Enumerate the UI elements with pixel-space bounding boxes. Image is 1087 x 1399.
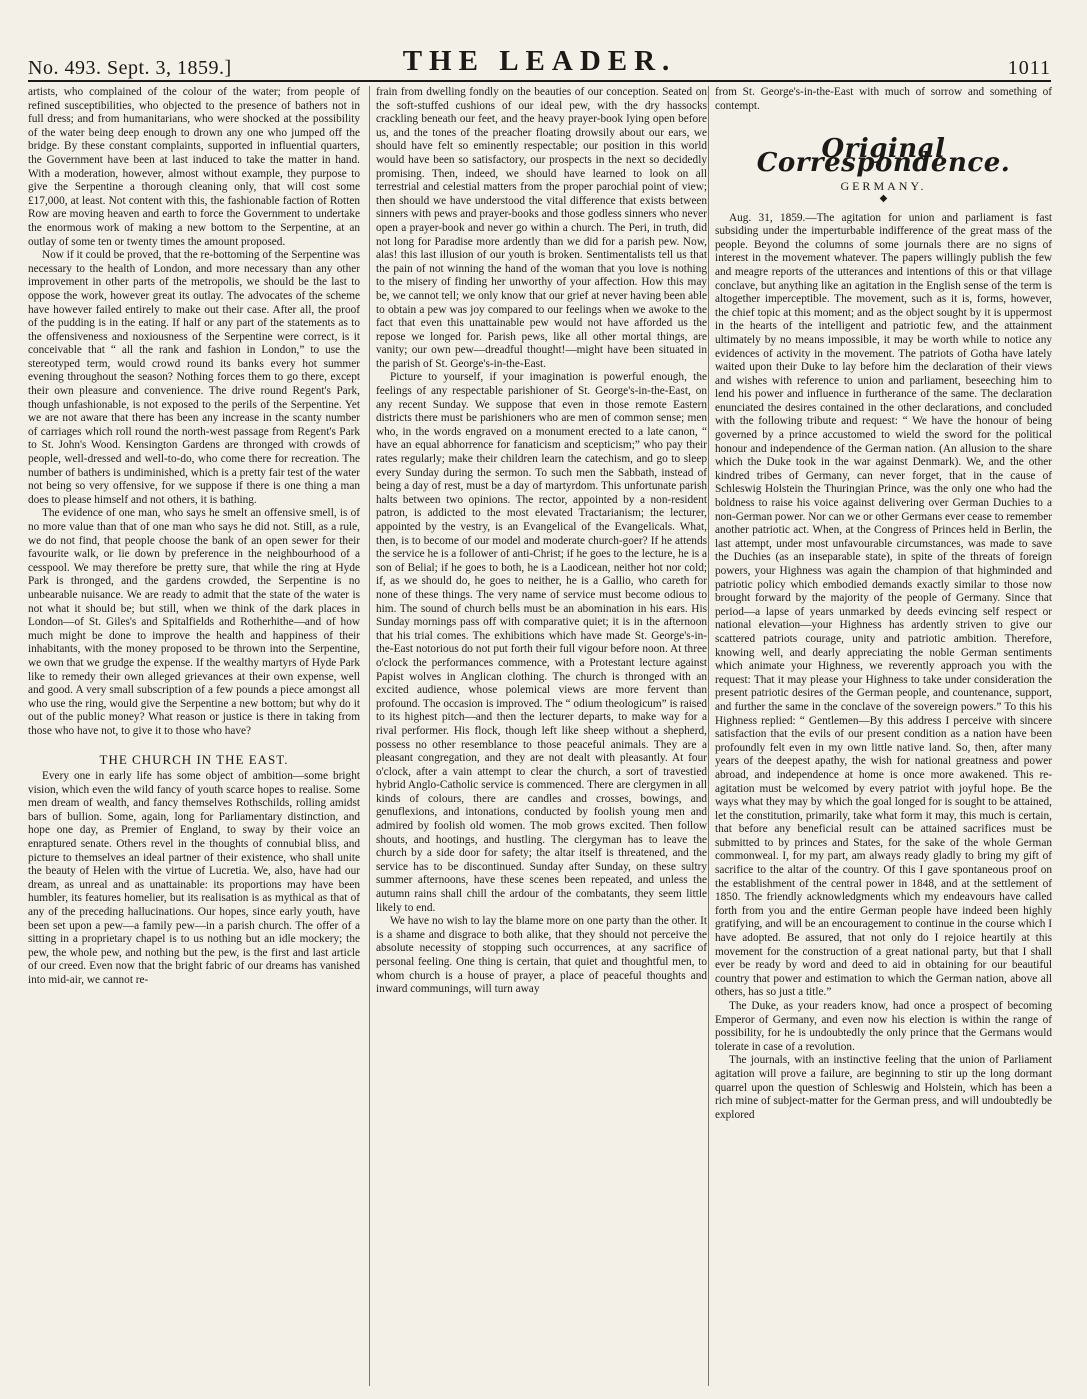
section-title: Original Correspondence. bbox=[756, 134, 1011, 178]
masthead bbox=[28, 46, 1051, 82]
paragraph: from St. George's-in-the-East with much of sorrow and something of contempt. bbox=[715, 86, 1052, 112]
paragraph: Picture to yourself, if your imagination is powerful enough, the feelings of any respectable parishioner of St. George's-in-the-East, on any recent Sunday. We suppose that even in those remote Eastern districts there must be parishioners who are men of common sense; men who, in the words engraved on a monument erected to a late canon, “ have an equal abhorrence for fanaticism and scepticism;” who pay their rates regularly; make their children learn the catechism, and go to sleep every Sunday during the sermon. To such men the Sabbath, instead of being a day of rest, must be a day of martyrdom. This unfortunate parish halts between two opinions. The rector, appointed by a non-resident patron, is addicted to the most elevated Tractarianism; the lecturer, appointed by the vestry, is an Evangelical of the Evangelicals. What, then, is to become of our model and moderate church-goer? If he attends the service he is a follower of anti-Christ; if he goes to the lecture, he is a son of Belial; if he goes to both, he is a Laodicean, neither hot nor cold; if, as we should do, he goes to neither, he is a Gallio, who careth for none of these things. The very name of service must become odious to him. The sound of church bells must be an abomination in his ears. His Sunday mornings pass off with comparative quiet; it is in the afternoon that his trial comes. The exhibitions which have made St. George's-in-the-East notorious do not put forth their full vigour before noon. At three o'clock the performances commence, with a Protestant lecture against Papist wolves in Anglican clothing. The church is thronged with an excited audience, whose polemical views are more fervent than profound. The occasion is improved. The “ odium theologicum” is raised to its highest pitch—and then the lecturer departs, to make way for a rival performer. His flock, though left like sheep without a shepherd, possess no other resemblance to those peaceful animals. They are a pleasant congregation, and they are not dealt with pleasantly. At four o'clock, after a vain attempt to clear the church, a sort of travestied hybrid Anglo-Catholic service is commenced. There are clergymen in all kinds of colours, there are candles and crosses, bowings, and genuflexions, and intonations, conducted by foolish young men and admired by foolish old women. The mob grows excited. Then follow shouts, and hootings, and hustling. The clergyman has to leave the church by a side door for safety; the altar itself is threatened, and the service has to be discontinued. Sunday after Sunday, on these sultry summer afternoons, have these scenes been repeated, and unless the autumn rains shall chill the ardour of the combatants, they seem little likely to end. bbox=[376, 371, 707, 914]
paragraph: Now if it could be proved, that the re-bottoming of the Serpentine was necessary to the health of London, and more necessary than any other improvement in other parts of the metropolis, we should be the last to oppose the work, however great its outlay. The advocates of the scheme have however failed entirely to make out their case. After all, the proof of the pudding is in the eating. If half or any part of the statements as to the offensiveness and noxiousness of the Serpentine were correct, is it conceivable that “ all the rank and fashion in London,” to use the stereotyped term, would crowd round its banks every hot summer evening throughout the season? Nothing forces them to go there, except their own pleasure and convenience. The drive round Regent's Park, though unfashionable, is not exposed to the perils of the Serpentine. Yet we are not aware that there has been any increase in the scanty number of carriages which roll round the north-west passage from Regent's Park to St. John's Wood. Kensington Gardens are thronged with crowds of people, well-dressed and well-to-do, who come there for recreation. The number of bathers is undiminished, which is a pretty fair test of the water not being so very offensive, for we suppose if there is one thing a man does to please himself and not others, it is bathing. bbox=[28, 249, 360, 506]
issue-info bbox=[28, 57, 232, 80]
paragraph: Aug. 31, 1859.—The agitation for union and parliament is fast subsiding under the imperturbable indifference of the great mass of the people. Beyond the columns of some journals there are no signs of interest in the movement whatever. The papers willingly publish the few and meagre reports of the utterances and intentions of this or that village conclave, but anything like an agitation in the English sense of the term is altogether imperceptible. The movement, such as it is, forms, however, the chief topic at this moment; and as the object sought by it is uppermost in the hearts of the intelligent and patriotic few, and the attainment ultimately by no means impossible, it may be worth while to notice any evidences of activity in the movement. The patriots of Gotha have lately waited upon their Duke to lay before him the declaration of their views and wishes with reference to union and parliament, beseeching him to lend his power and influence in furtherance of the same. The declaration enunciated the desires contained in the other declarations, and concluded with the following tribute and request: “ We have the honour of being governed by a prince accustomed to wield the sword for the political honour and independence of the German nation. (An allusion to the share which the Duke took in the war against Denmark). We, and the other kindred tribes of Germany, can never forget, that in the cause of Schleswig Holstein the Thuringian Prince, was the only one who had the boldness to raise his voice against delivering over German Duchies to a non-German power. Nor can we or other Germans ever cease to remember another patriotic act. When, at the Congress of Princes held in Berlin, the last attempt, under most unfavourable circumstances, was made to save the Duchies (as an inseparable state), in spite of the threats of foreign powers, your Highness was again the champion of that highminded and patriotic policy which embodied demands exactly similar to those now brought forward by the majority of the people of Germany. Since that period—a lapse of years unmarked by deeds evincing self respect or national elevation—your Highness has ardently striven to give our scattered patriots courage, unity and patriotic ambition. Therefore, knowing well, and dearly appreciating the noble German sentiments which animate your Highness, we reverently approach you with the request: That it may please your Highness to take under consideration the present patriotic desires of the German people, and countenance, support, and further the same in the conclave of the sovereign powers.” To this his Highness replied: “ Gentlemen—By this address I perceive with sincere satisfaction that the evils of our present condition as a nation have been profoundly felt even in my own little native land. So, then, after many years of the deepest apathy, the wish for national greatness and power abroad, and independence at home is once more awakened. This re-agitation must be welcomed by every patriot with joyful hope. Be the ways what they may by which the goal longed for is sought to be attained, let the constitution, primarily, take what form it may, this much is certain, that before any beneficial result can be attained sacrifices must be submitted to by princes and States, for the sake of the whole German commonweal. I, for my part, am always ready gladly to bring my gift of sacrifice to the altar of the country. Of this I gave spontaneous proof on the establishment of the central power in 1848, and at the settlement of 1850. The friendly acknowledgments which my endeavours have called forth from you and the entire German people have indeed been highly gratifying, and will be an encouragement to continue in the course which I have adopted. Be assured, that not only do I rejoice heartily at this movement for the construction of a great national party, but that I shall ever be ready by word and deed to aid in obtaining for our beautiful country that power and estimation to which the German nation, above all others, has so just a title.” bbox=[715, 211, 1052, 999]
paragraph: frain from dwelling fondly on the beauties of our conception. Seated on the soft-stuffed cushions of our ideal pew, with the dry hassocks crackling beneath our feet, and the heavy prayer-book lying open before us, and the tones of the preacher floating drowsily about our ears, we should have felt so eminently respectable; our position in this world would have been so satisfactory, our prospects in the next so decidedly promising. Then, indeed, we should have learned to look on all terrestrial and celestial matters from the proper parochial point of view; then should we have understood the vital difference that exists between sinners with pews and prayer-books and those godless sinners who never open a prayer-book and never go within a church. The Peri, in truth, did not long for Paradise more ardently than we did for a parish pew. Now, alas! this last illusion of our youth is broken. Sentimentalists tell us that the pain of not winning the hand of the woman that you love is nothing to the misery of finding her unworthy of your affection. How this may be, we cannot tell; we only know that our grief at never having been able to obtain a pew was joy compared to our feelings when we awoke to the fact that even this unattainable pew would not have afforded us the repose we longed for. Parish pews, like all other mortal things, are vanity; our own pew—dreadful thought!—might have been situated in the parish of St. George's-in-the-East. bbox=[376, 86, 707, 370]
page-number: 1011 bbox=[1007, 57, 1051, 79]
column-2 bbox=[369, 86, 707, 1386]
issue-number: No. 493. bbox=[28, 57, 102, 79]
paragraph: The evidence of one man, who says he smelt an offensive smell, is of no more value than that of one man who says he did not. Still, as a rule, we do not find, that people choose the bank of an open sewer for their favourite walk, or lie down by preference in the neighbourhood of a cesspool. We may therefore be pretty sure, that while the ring at Hyde Park is thronged, and the gardens crowded, the Serpentine is no unbearable nuisance. We are ready to admit that the state of the water is not what it should be; but still, when we think of the dark places in London—of St. Giles's and Spitalfields and Rotherhithe—and of how much might be done to improve the health and happiness of their inhabitants, with the money proposed to be thrown into the Serpentine, we own that we grudge the expense. If the wealthy martyrs of Hyde Park like to remedy their own alleged grievances at their own expense, well and good. A very small subscription of a few pounds a piece amongst all who use the ring, would give the Serpentine a new bottom; but why do it out of the public money? What reason or justice is there in taking from those who have not, to give it to those who have? bbox=[28, 507, 360, 737]
paper-title: THE LEADER. bbox=[402, 45, 677, 77]
column-3 bbox=[708, 86, 1052, 1386]
paragraph: artists, who complained of the colour of the water; from people of refined susceptibilities, who objected to the presence of bathers not in full dress; and from humanitarians, who were shocked at the possibility of the water being deep enough to drown any one who jumped off the bridge. By these constant complaints, supported in influential quarters, the Government have been at last induced to take the matter in hand. With a moderation, however, almost without example, they purpose to give the Serpentine a thorough cleaning only, that will cost some £17,000, at least. Not content with this, the fashionable faction of Rotten Row are moving heaven and earth to force the Government to undertake the enormous work of making a new bottom to the Serpentine, at an outlay of some ten or twenty times the amount proposed. bbox=[28, 86, 360, 248]
paragraph: Every one in early life has some object of ambition—some bright vision, which even the wild fancy of youth scarce hopes to realise. Some men dream of wealth, and fancy themselves Rothschilds, rolling amidst bars of bullion. Some, again, long for Parliamentary distinction, and hope one day, as Premier of England, to sway by their voice an enraptured senate. Others revel in the thoughts of connubial bliss, and picture to themselves an ideal partner of their existence, who shall unite the beauty of Helen with the virtue of Lucretia. We, also, have had our dream, as unreal and as unattainable: its proportions may have been humbler, its features homelier, but its realisation is as mythical as that of any of the preceding hallucinations. Our hopes, since early youth, have been set upon a pew—a family pew—in a parish church. The offer of a sitting in a proprietary chapel is to us nothing but an idle mockery; the pew, the whole pew, and nothing but the pew, is the first and last article of our creed. Even now that the bright fabric of our dreams has vanished into mid-air, we cannot re- bbox=[28, 770, 360, 986]
column-1 bbox=[28, 86, 360, 1386]
paragraph: We have no wish to lay the blame more on one party than the other. It is a shame and disgrace to both alike, that they should not perceive the absolute necessity of stopping such occurrences, at any sacrifice of personal feeling. One thing is certain, that quiet and thoughtful men, to whom church is a house of prayer, a place of peaceful thoughts and inward communings, will turn away bbox=[376, 915, 707, 996]
issue-date: Sept. 3, 1859.] bbox=[106, 57, 232, 79]
paragraph: The journals, with an instinctive feeling that the union of Parliament agitation will prove a failure, are beginning to stir up the long dormant quarrel upon the question of Schleswig and Holstein, which has been a rich mine of subject-matter for the German press, and will undoubtedly be explored bbox=[715, 1054, 1052, 1121]
article-heading: THE CHURCH IN THE EAST. bbox=[99, 751, 289, 767]
ornament-icon: ◆ bbox=[879, 192, 888, 204]
article-subhead: GERMANY. bbox=[840, 179, 927, 194]
paragraph: The Duke, as your readers know, had once a prospect of becoming Emperor of Germany, and even now his election is within the range of possibility, for he is undoubtedly the only prince that the Germans would tolerate in case of a revolution. bbox=[715, 1000, 1052, 1053]
